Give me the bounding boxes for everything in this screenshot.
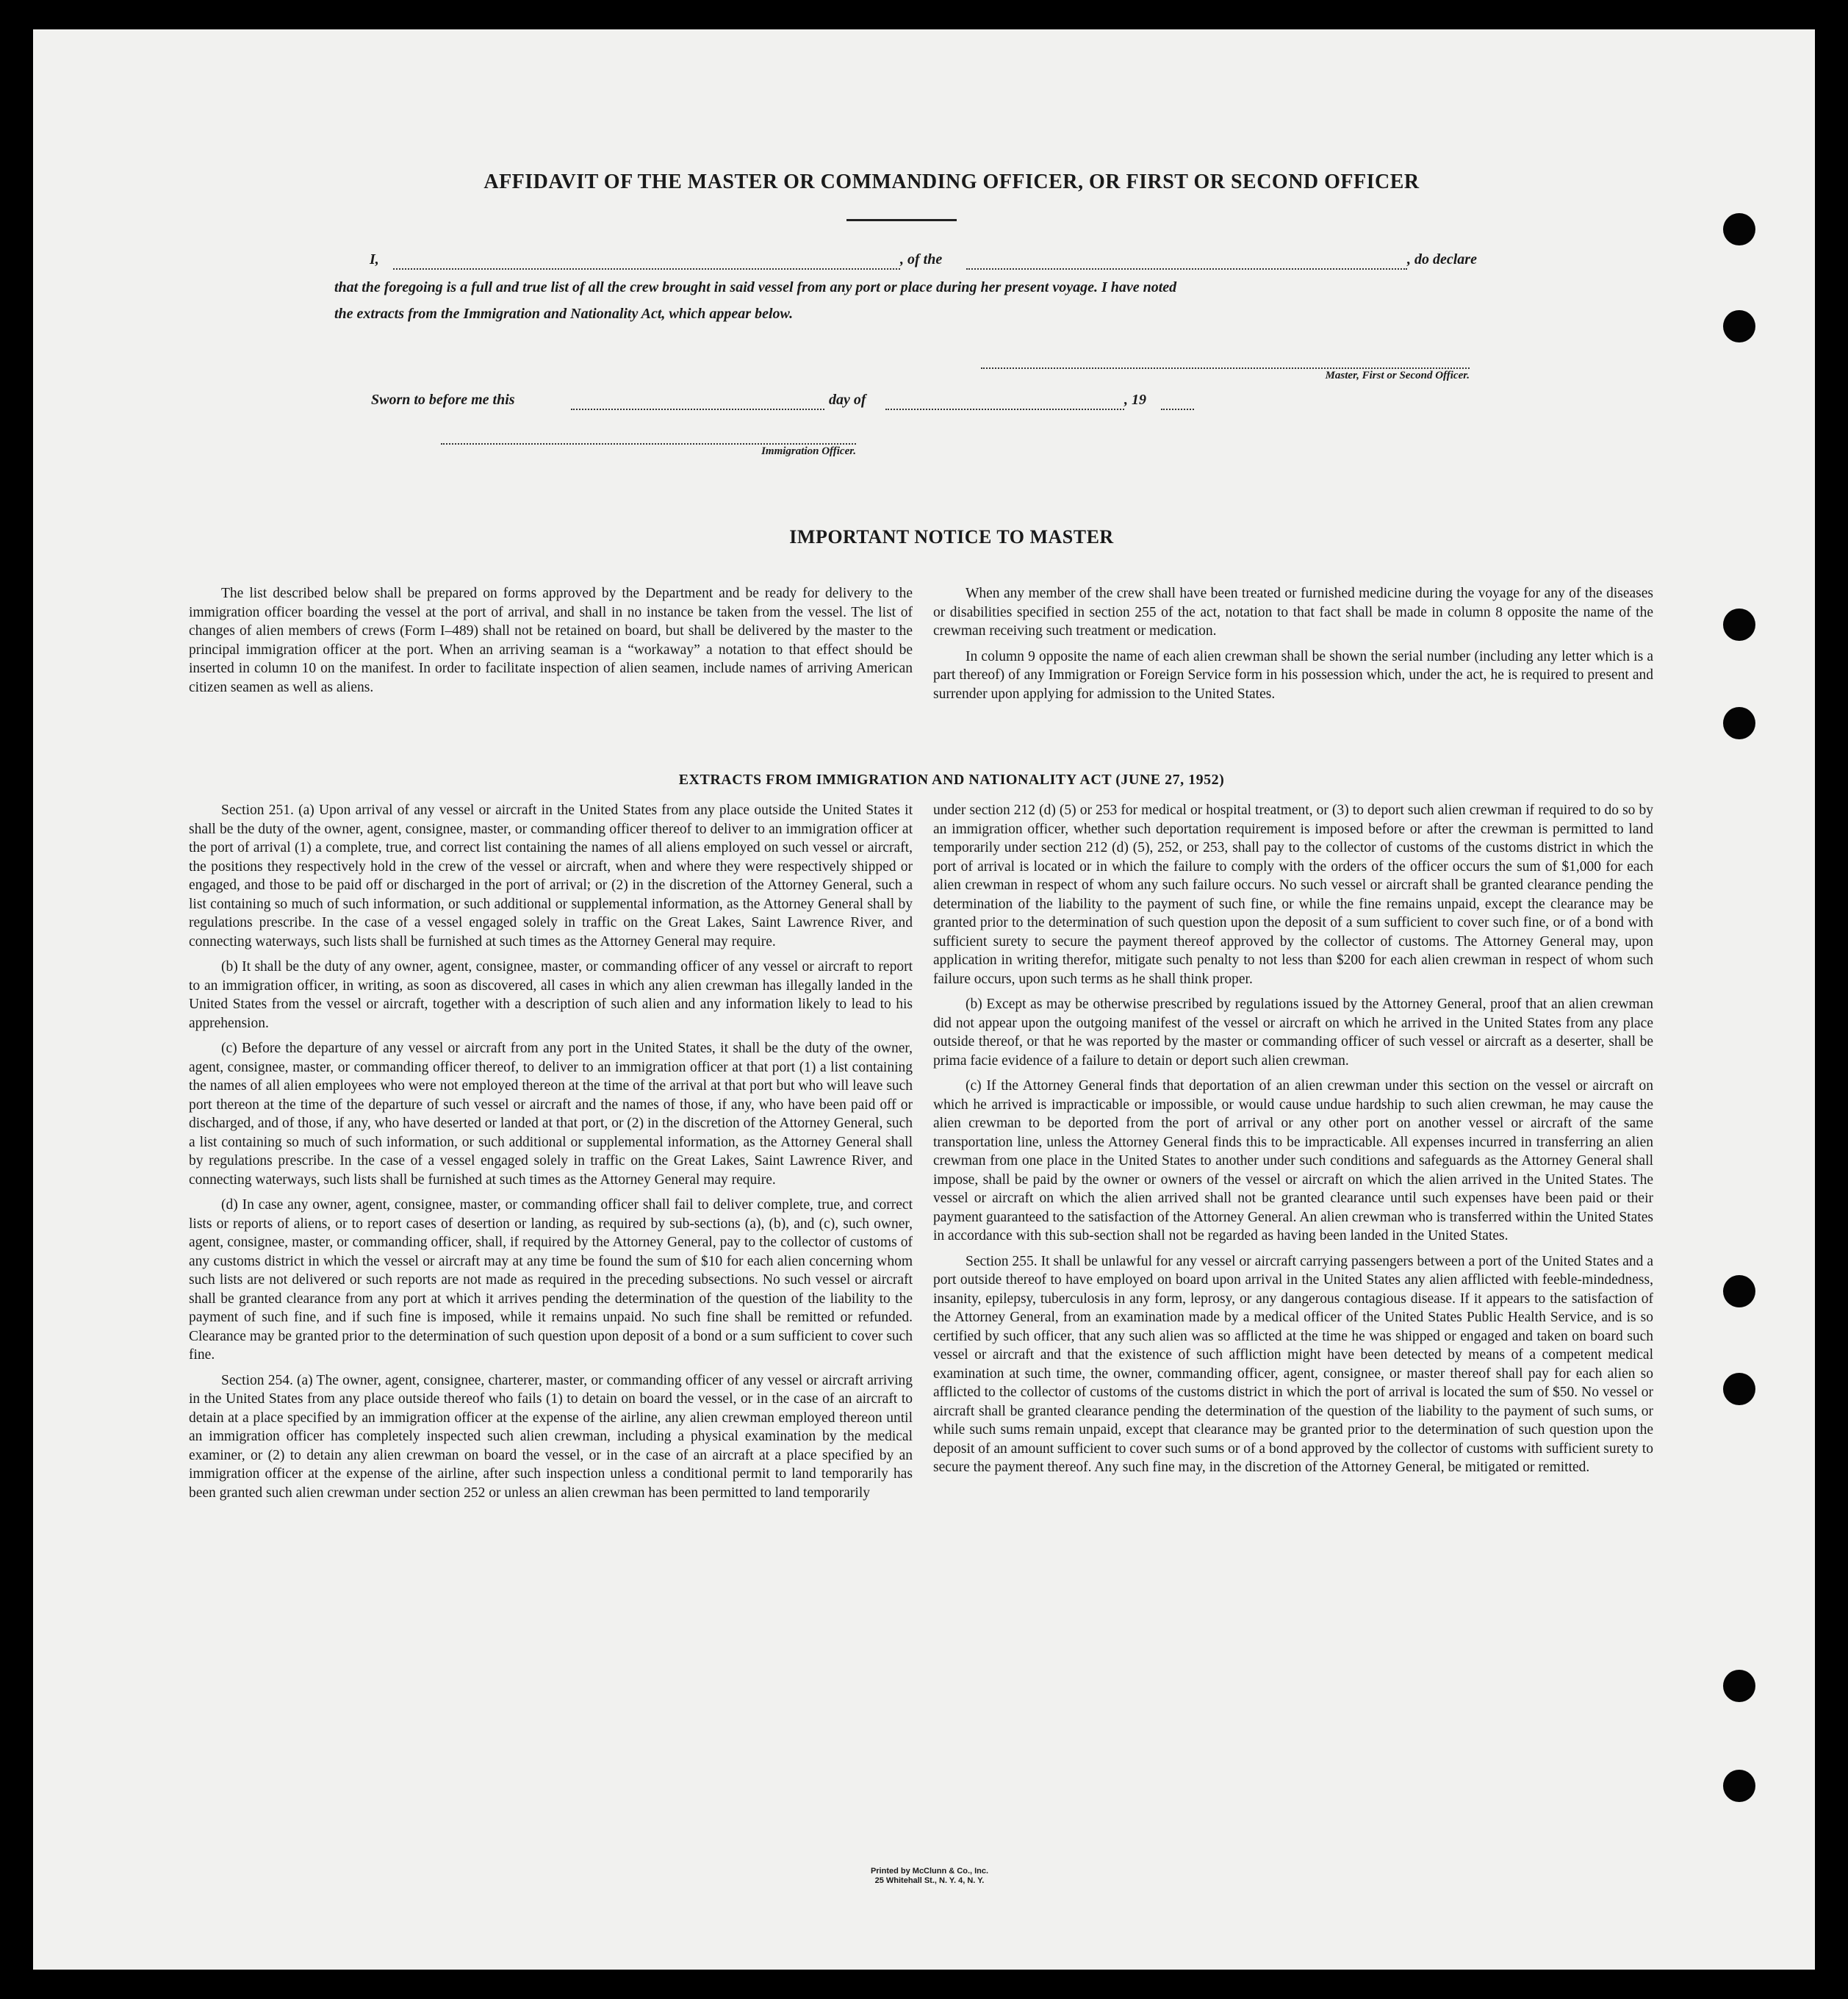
i-label: I, <box>370 251 379 268</box>
extract-paragraph: under section 212 (d) (5) or 253 for medical or hospital treatment, or (3) to deport such alien crewman if required to do so by an immigration officer, whether such deportation requirement is imposed before or after the crewman is permitted to land temporarily under section 212 (d) (5), 252, or 253, shall pay to the collector of customs of the customs district in which the port of arrival is located or in which the failure to comply with the orders of the officer occurs the sum of $1,000 for each alien crewman in respect of whom any such failure occurs. No such vessel or aircraft shall be granted clearance pending the determination of the liability to the payment of such fine, or while the fine remains unpaid, except the clearance may be granted prior to the determination of such question upon the deposit of a sum sufficient to cover such fine, or of a bond with sufficient surety to secure the payment thereof approved by the collector of customs. The Attorney General may, upon application in writing therefor, mitigate such penalty to not less than $200 for each alien crewman in respect of whom such failure occurs, upon such terms as he shall think proper. <box>933 803 1653 987</box>
extract-paragraph: (d) In case any owner, agent, consignee, master, or commanding officer shall fail to deliver complete, true, and correct lists or reports of aliens, or to report cases of desertion or landing, as required by sub-sections (a), (b), and (c), such owner, agent, consignee, master, or commanding officer, shall, if required by the Attorney General, pay to the collector of customs of any customs district in which the vessel or aircraft may at any time be found the sum of $10 for each alien concerning whom such lists are not delivered or such reports are not made as required in the preceding subsections. No such vessel or aircraft shall be granted clearance from any port at which it arrives pending the determination of the question of the liability to the payment of such fine, and if such fine is imposed, while it remains unpaid. No such fine shall be remitted or refunded. Clearance may be granted prior to the determination of such question upon deposit of a bond or a sum sufficient to cover such fine. <box>189 1197 913 1363</box>
punch-hole <box>1723 707 1755 739</box>
title-rule <box>846 219 957 221</box>
notice-right-paragraph: In column 9 opposite the name of each alien crewman shall be shown the serial number (including any letter which is a part thereof) of any Immigration or Foreign Service form in his possession which, under the act, he is required to present and surrender upon applying for admission to the United States. <box>933 648 1653 702</box>
sworn-label: Sworn to before me this <box>371 392 515 408</box>
notice-left-paragraph: The list described below shall be prepared on forms approved by the Department and be ready for delivery to the immigration officer boarding the vessel at the port of arrival, and shall in no instance be taken from the vessel. The list of changes of alien members of crews (Form I–489) shall not be retained on board, but shall be delivered by the master to the principal immigration officer at the port. When an arriving seaman is a “workaway” a notation to that effect should be inserted in column 10 on the manifest. In order to facilitate inspection of alien seamen, include names of arriving American citizen seamen as well as aliens. <box>189 586 913 695</box>
sworn-date-field[interactable] <box>571 409 824 410</box>
printer-imprint <box>805 1867 1054 1886</box>
extract-paragraph: Section 251. (a) Upon arrival of any vessel or aircraft in the United States from any place outside the United States it shall be the duty of the owner, agent, consignee, master, or commanding officer thereof to deliver to an immigration officer at the port of arrival (1) a complete, true, and correct list containing the names of all aliens employed on such vessel or aircraft, the positions they respectively hold in the crew of the vessel or aircraft, when and where they were respectively shipped or engaged, and those to be paid off or discharged in the port of arrival; or (2) in the discretion of the Attorney General, such a list containing so much of such information, or such additional or supplemental information, as the Attorney General shall by regulations prescribe. In the case of a vessel engaged solely in traffic on the Great Lakes, Saint Lawrence River, and connecting waterways, such lists shall be furnished at such times as the Attorney General may require. <box>189 803 913 950</box>
statement-line-1: that the foregoing is a full and true list of all the crew brought in said vessel from any port or place during her present voyage. I have noted <box>334 279 1177 295</box>
immigration-officer-caption: Immigration Officer. <box>761 445 856 457</box>
extract-paragraph: Section 254. (a) The owner, agent, consignee, charterer, master, or commanding officer of any vessel or aircraft arriving in the United States from any place outside thereof who fails (1) to detain on board the vessel, or in the case of an aircraft to detain at a place specified by an immigration officer at the expense of the airline, any alien crewman employed thereon until an immigration officer has completely inspected such alien crewman, including a physical examination by the medical examiner, or (2) to detain any alien crewman on board the vessel, or in the case of an aircraft at a place specified by an immigration officer at the expense of the airline, after such inspection unless a conditional permit to land temporarily has been granted such alien crewman under section 252 or unless an alien crewman has been permitted to land temporarily <box>189 1372 913 1501</box>
day-of-label: day of <box>829 392 866 408</box>
master-signature-caption: Master, First or Second Officer. <box>1325 370 1470 381</box>
punch-hole <box>1723 1770 1755 1802</box>
immigration-officer-signature-field[interactable] <box>441 443 856 445</box>
punch-hole <box>1723 609 1755 641</box>
year-label: , 19 <box>1124 392 1146 408</box>
name-field[interactable] <box>393 268 900 270</box>
extract-paragraph: Section 255. It shall be unlawful for any vessel or aircraft carrying passengers between a port of the United States and a port outside thereof to have employed on board upon arrival in the United States any alien afflicted with feeble-mindedness, insanity, epilepsy, tuberculosis in any form, leprosy, or any dangerous contagious disease. If it appears to the satisfaction of the Attorney General, from an examination made by a medical officer of the United States Public Health Service, and is so certified by such officer, that any such alien was so afflicted at the time he was shipped or engaged and taken on board such vessel or aircraft and that the existence of such affliction might have been detected by means of a competent medical examination at such time, the owner, commanding officer, agent, consignee, or master thereof shall pay for each alien so afflicted to the collector of customs of the customs district in which the port of arrival is located the sum of $50. No vessel or aircraft shall be granted clearance pending the determination of the question of the liability to the payment of such sums, or while such sums remain unpaid, except that clearance may be granted prior to the determination of such question upon the deposit of an amount sufficient to cover such sums or of a bond approved by the collector of customs with sufficient surety to secure the payment thereof. Any such fine may, in the discretion of the Attorney General, be mitigated or remitted. <box>933 1253 1653 1475</box>
do-declare-label: , do declare <box>1407 251 1477 268</box>
affidavit-title: AFFIDAVIT OF THE MASTER OR COMMANDING OFFICER, OR FIRST OR SECOND OFFICER <box>483 171 1420 193</box>
extract-paragraph: (b) It shall be the duty of any owner, agent, consignee, master, or commanding officer of any vessel or aircraft to report to an immigration officer, in writing, as soon as discovered, all cases in which any alien crewman has illegally landed in the United States from the vessel or aircraft, together with a description of such alien and any information likely to lead to his apprehension. <box>189 959 913 1031</box>
extract-paragraph: (c) If the Attorney General finds that deportation of an alien crewman under this section on the vessel or aircraft on which he arrived is impracticable or impossible, or would cause undue hardship to such alien crewman, he may cause the alien crewman to be deported from the port of arrival or any other port on another vessel or aircraft of the same transportation line, unless the Attorney General finds this to be impracticable. All expenses incurred in transferring an alien crewman from one place in the United States to another under such conditions and safeguards as the Attorney General shall impose, shall be paid by the owner or owners of the vessel or aircraft on which the alien arrived in the United States. The vessel or aircraft on which the alien arrived shall not be granted clearance until such expenses have been paid or their payment guaranteed to the satisfaction of the Attorney General. An alien crewman who is transferred within the United States in accordance with this sub-section shall not be regarded as having been landed in the United States. <box>933 1078 1653 1243</box>
extracts-title: EXTRACTS FROM IMMIGRATION AND NATIONALITY ACT (JUNE 27, 1952) <box>678 772 1225 788</box>
notice-right-paragraph: When any member of the crew shall have been treated or furnished medicine during the voyage for any of the diseases or disabilities specified in section 255 of the act, notation to that fact shall be made in column 8 opposite the name of the crewman receiving such treatment or medication. <box>933 586 1653 639</box>
vessel-field[interactable] <box>966 268 1407 270</box>
of-the-label: , of the <box>900 251 943 268</box>
statement-line-2: the extracts from the Immigration and Nationality Act, which appear below. <box>334 306 794 322</box>
extract-paragraph: (c) Before the departure of any vessel or aircraft from any port in the United States, it shall be the duty of the owner, agent, consignee, master, or commanding officer thereof, to deliver to an immigration officer at that port (1) a list containing the names of all alien employees who were not employed thereon at the time of the arrival at that port but who will leave such port thereon at the time of the departure of such vessel or aircraft and the names of those, if any, who have been paid off or discharged, and of those, if any, who have deserted or landed at that port, or (2) in the discretion of the Attorney General, such a list containing so much of such information, or such additional or supplemental information, as the Attorney General shall by regulations prescribe. In the case of a vessel engaged solely in traffic on the Great Lakes, Saint Lawrence River, and connecting waterways, such lists shall be furnished at such times as the Attorney General may require. <box>189 1041 913 1188</box>
punch-hole <box>1723 213 1755 245</box>
punch-hole <box>1723 1670 1755 1702</box>
punch-hole <box>1723 1275 1755 1307</box>
extract-paragraph: (b) Except as may be otherwise prescribed by regulations issued by the Attorney General, proof that an alien crewman did not appear upon the outgoing manifest of the vessel or aircraft on which he arrived in the United States from any place outside thereof, or that he was reported by the master or commanding officer of such vessel or aircraft as a deserter, shall be prima facie evidence of a failure to detain or deport such alien crewman. <box>933 997 1653 1069</box>
sworn-month-field[interactable] <box>885 409 1124 410</box>
document-page <box>33 29 1815 1970</box>
master-signature-field[interactable] <box>981 367 1470 369</box>
printer-line: 25 Whitehall St., N. Y. 4, N. Y. <box>874 1876 985 1885</box>
printer-line: Printed by McClunn & Co., Inc. <box>870 1867 989 1876</box>
sworn-year-field[interactable] <box>1161 409 1194 410</box>
punch-hole <box>1723 1373 1755 1405</box>
punch-hole <box>1723 310 1755 342</box>
notice-title: IMPORTANT NOTICE TO MASTER <box>789 526 1114 548</box>
